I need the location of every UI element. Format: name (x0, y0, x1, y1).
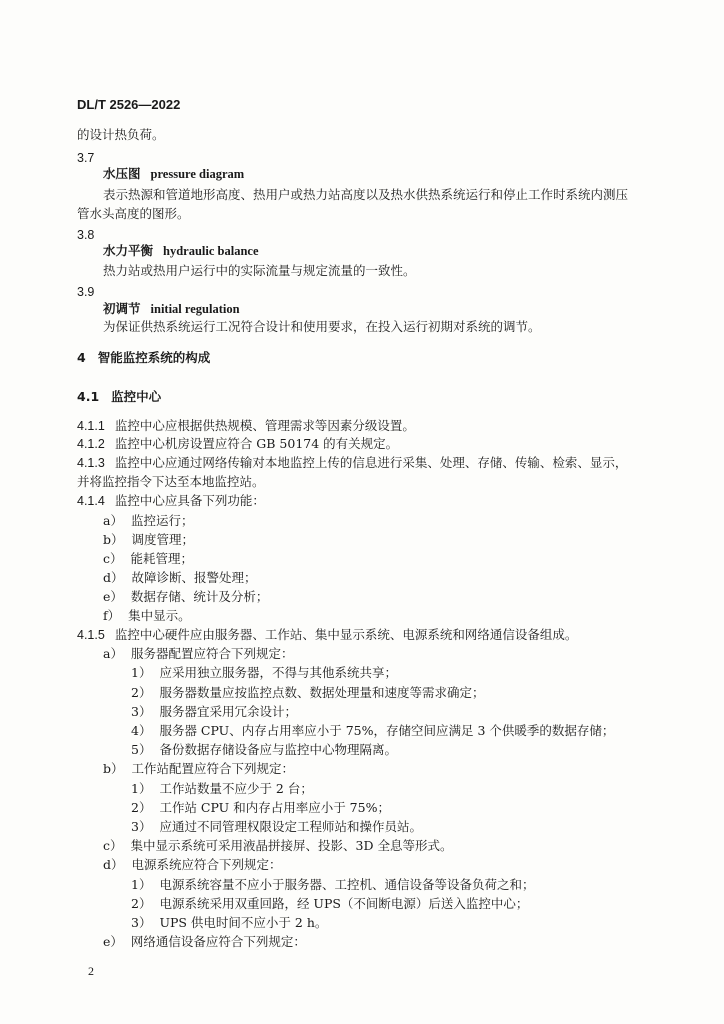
list-item (103, 645, 293, 663)
list-item (103, 588, 268, 606)
sub-list-text: 服务器宜采用冗余设计； (159, 704, 297, 719)
list-item (103, 531, 194, 549)
list-text: 工作站配置应符合下列规定： (131, 761, 295, 776)
list-marker: a） (103, 513, 123, 528)
list-item (103, 607, 191, 625)
subsection-heading (77, 388, 161, 406)
list-text: 故障诊断、报警处理； (131, 570, 257, 585)
sub-list-marker: 2） (131, 800, 152, 815)
sub-list-marker: 3） (131, 915, 152, 930)
term-title-zh: 水压图 (103, 166, 141, 181)
sub-list-text: 备份数据存储设备应与监控中心物理隔离。 (159, 742, 397, 757)
list-marker: a） (103, 646, 123, 661)
sub-list-marker: 2） (131, 896, 152, 911)
page-number: 2 (88, 964, 94, 978)
term-title-en: pressure diagram (150, 167, 245, 181)
sub-list-item (131, 741, 397, 759)
clause-number: 4.1.1 (77, 419, 105, 433)
term-title (103, 300, 240, 318)
sub-list-marker: 4） (131, 723, 152, 738)
term-definition: 热力站或热用户运行中的实际流量与规定流量的一致性。 (103, 263, 416, 278)
term-number: 3.7 (77, 151, 95, 165)
term-definition: 管水头高度的图形。 (77, 206, 190, 221)
sub-list-text: 电源系统容量不应小于服务器、工控机、通信设备等设备负荷之和； (159, 877, 535, 892)
list-text: 集中显示系统可采用液晶拼接屏、投影、3D 全息等形式。 (130, 838, 453, 853)
list-marker: d） (103, 857, 124, 872)
list-item (103, 837, 452, 855)
sub-list-item (131, 876, 534, 894)
term-title-en: hydraulic balance (163, 244, 259, 258)
list-marker: c） (103, 551, 123, 566)
term-title-zh: 初调节 (103, 301, 141, 316)
clause (77, 417, 415, 435)
sub-list-item (131, 703, 297, 721)
clause (77, 435, 398, 453)
clause-text: 监控中心机房设置应符合 GB 50174 的有关规定。 (114, 436, 399, 451)
term-number: 3.9 (77, 285, 95, 299)
sub-list-marker: 1） (131, 665, 152, 680)
subsection-title: 监控中心 (111, 389, 162, 404)
list-text: 网络通信设备应符合下列规定： (130, 934, 306, 949)
term-title (103, 165, 244, 183)
clause (77, 626, 577, 644)
list-marker: c） (103, 838, 123, 853)
clause-number: 4.1.2 (77, 437, 105, 451)
section-number: 4 (77, 350, 86, 365)
clause-number: 4.1.3 (77, 456, 105, 470)
list-marker: b） (103, 761, 124, 776)
list-item (103, 569, 257, 587)
list-item (103, 512, 193, 530)
list-text: 服务器配置应符合下列规定： (130, 646, 294, 661)
term-definition: 为保证供热系统运行工况符合设计和使用要求，在投入运行初期对系统的调节。 (103, 319, 541, 334)
sub-list-item (131, 664, 397, 682)
clause-text-continued: 并将监控指令下达至本地监控站。 (77, 474, 265, 489)
sub-list-item (131, 780, 313, 798)
list-marker: d） (103, 570, 124, 585)
sub-list-text: 服务器数量应按监控点数、数据处理量和速度等需求确定； (159, 685, 485, 700)
sub-list-marker: 3） (131, 704, 152, 719)
sub-list-marker: 2） (131, 685, 152, 700)
sub-list-item (131, 895, 528, 913)
sub-list-text: 应采用独立服务器，不得与其他系统共享； (159, 665, 397, 680)
clause (77, 492, 265, 510)
list-text: 监控运行； (130, 513, 194, 528)
clause-number: 4.1.4 (77, 494, 105, 508)
list-text: 集中显示。 (128, 608, 191, 623)
list-marker: e） (103, 934, 123, 949)
term-title (103, 242, 259, 260)
list-item (103, 760, 294, 778)
list-marker: f） (103, 608, 121, 623)
section-heading (77, 349, 210, 367)
list-text: 数据存储、统计及分析； (130, 589, 269, 604)
clause-text: 监控中心应具备下列功能： (114, 493, 265, 508)
list-item (103, 856, 282, 874)
sub-list-marker: 5） (131, 742, 152, 757)
standard-code: DL/T 2526—2022 (77, 97, 181, 112)
clause-number: 4.1.5 (77, 628, 105, 642)
sub-list-text: 工作站 CPU 和内存占用率应小于 75%； (159, 800, 390, 815)
term-title-zh: 水力平衡 (103, 243, 154, 258)
sub-list-item (131, 722, 614, 740)
clause-text: 监控中心应通过网络传输对本地监控上传的信息进行采集、处理、存储、传输、检索、显示， (114, 455, 628, 470)
sub-list-text: 服务器 CPU、内存占用率应小于 75%，存储空间应满足 3 个供暖季的数据存储； (159, 723, 615, 738)
sub-list-marker: 3） (131, 819, 152, 834)
term-number: 3.8 (77, 228, 95, 242)
sub-list-marker: 1） (131, 877, 152, 892)
clause-text: 监控中心硬件应由服务器、工作站、集中显示系统、电源系统和网络通信设备组成。 (114, 627, 578, 642)
list-text: 电源系统应符合下列规定： (131, 857, 282, 872)
list-marker: e） (103, 589, 123, 604)
sub-list-text: 应通过不同管理权限设定工程师站和操作员站。 (159, 819, 422, 834)
term-definition: 表示热源和管道地形高度、热用户或热力站高度以及热水供热系统运行和停止工作时系统内测压 (103, 187, 629, 202)
list-marker: b） (103, 532, 124, 547)
subsection-number: 4.1 (77, 389, 100, 404)
sub-list-item (131, 684, 484, 702)
sub-list-item (131, 914, 327, 932)
list-text: 能耗管理； (130, 551, 194, 566)
clause (77, 454, 627, 472)
section-title: 智能监控系统的构成 (97, 350, 211, 365)
sub-list-item (131, 818, 422, 836)
sub-list-marker: 1） (131, 781, 152, 796)
list-item (103, 550, 193, 568)
list-text: 调度管理； (131, 532, 195, 547)
term-title-en: initial regulation (150, 302, 240, 316)
sub-list-text: 工作站数量不应少于 2 台； (159, 781, 313, 796)
clause-text: 监控中心应根据供热规模、管理需求等因素分级设置。 (114, 418, 415, 433)
continuation-text: 的设计热负荷。 (77, 127, 165, 142)
sub-list-item (131, 799, 390, 817)
sub-list-text: UPS 供电时间不应小于 2 h。 (159, 915, 328, 930)
list-item (103, 933, 306, 951)
sub-list-text: 电源系统采用双重回路，经 UPS（不间断电源）后送入监控中心； (159, 896, 529, 911)
